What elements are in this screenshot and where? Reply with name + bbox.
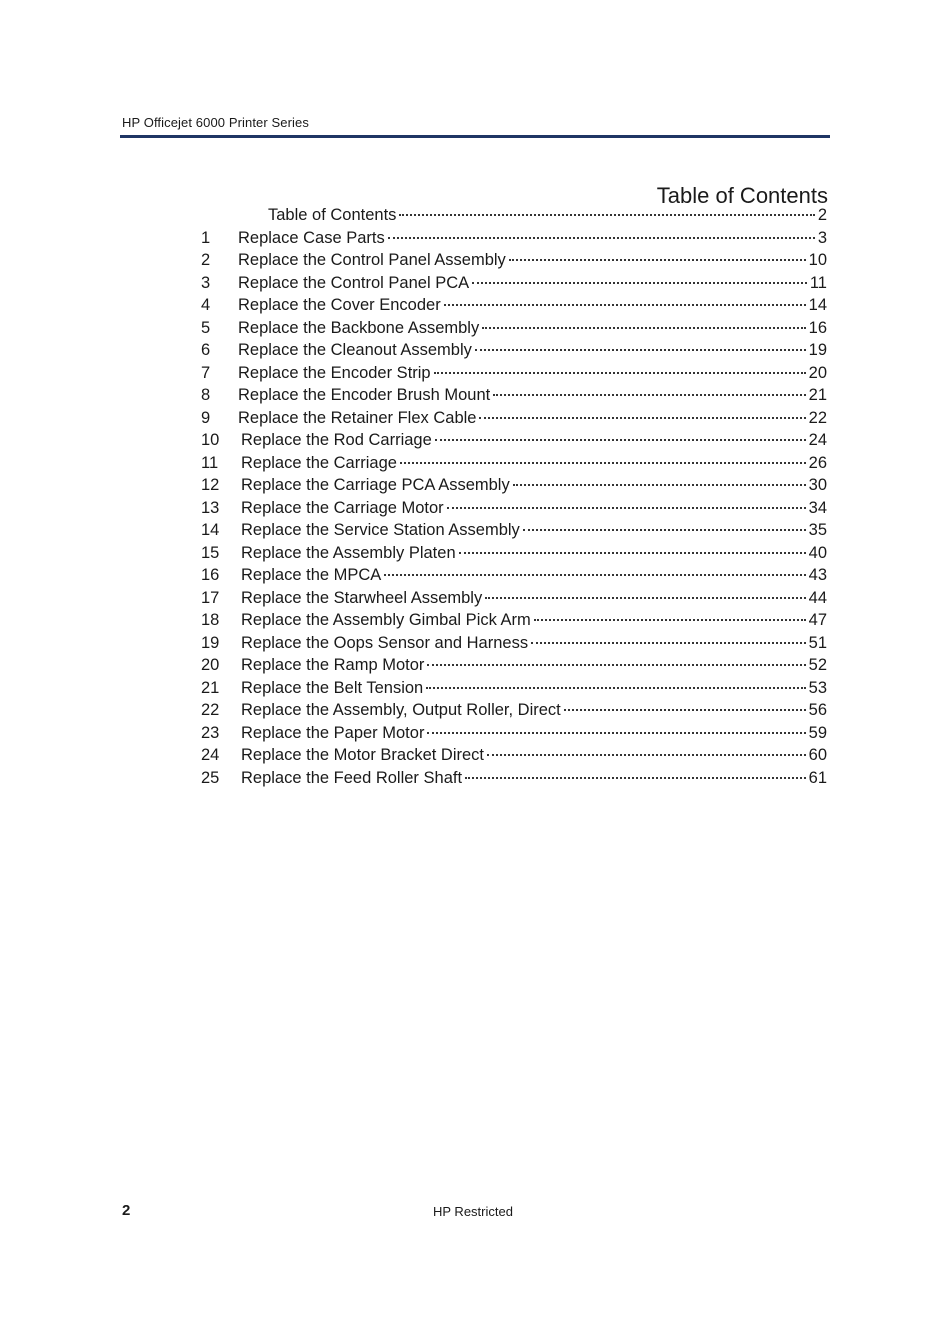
- toc-entry-page: 52: [808, 656, 827, 674]
- toc-entry-number: 23: [201, 723, 220, 742]
- toc-entry-number: 17: [201, 588, 220, 607]
- toc-dot-leader: [399, 213, 814, 216]
- toc-entry-page: 21: [808, 386, 827, 404]
- toc-entry-number: 8: [201, 386, 211, 404]
- toc-entry-page: 60: [808, 746, 827, 764]
- toc-entry[interactable]: [201, 429, 827, 452]
- toc-entry[interactable]: [201, 452, 827, 475]
- toc-dot-leader: [475, 348, 806, 351]
- toc-entry[interactable]: [201, 249, 827, 272]
- toc-entry[interactable]: [201, 609, 827, 632]
- toc-dot-leader: [534, 618, 806, 621]
- toc-entry-page: 61: [808, 768, 827, 787]
- toc-entry-page: 44: [808, 588, 827, 607]
- toc-entry-label: Replace Case Parts: [238, 228, 385, 247]
- toc-entry-label: Replace the Paper Motor: [241, 723, 425, 742]
- toc-entry[interactable]: [201, 294, 827, 317]
- toc-entry-number: 2: [201, 251, 211, 269]
- toc-entry-number: 4: [201, 296, 211, 314]
- toc-dot-leader: [487, 753, 806, 756]
- toc-dot-leader: [434, 371, 806, 374]
- toc-entry-label: Replace the Control Panel PCA: [238, 273, 470, 292]
- toc-entry-number: 10: [201, 431, 220, 449]
- toc-entry-page: 34: [808, 498, 827, 517]
- toc-entry-number: 22: [201, 701, 220, 719]
- toc-dot-leader: [493, 393, 805, 396]
- toc-dot-leader: [459, 551, 806, 554]
- toc-entry-page: 16: [808, 318, 827, 337]
- toc-entry[interactable]: [201, 474, 827, 497]
- toc-entry-label: Replace the Motor Bracket Direct: [241, 746, 485, 764]
- toc-dot-leader: [384, 573, 805, 576]
- toc-entry-number: 25: [201, 768, 220, 787]
- toc-entry-page: 59: [808, 723, 827, 742]
- running-header: HP Officejet 6000 Printer Series: [122, 115, 309, 130]
- toc-entry-number: 3: [201, 273, 211, 292]
- toc-entry-label: Replace the Backbone Assembly: [238, 318, 480, 337]
- header-rule: [120, 135, 830, 138]
- toc-dot-leader: [400, 461, 806, 464]
- toc-entry-label: Table of Contents: [268, 206, 397, 224]
- toc-entry-number: 9: [201, 408, 211, 427]
- toc-dot-leader: [427, 663, 805, 666]
- toc-entry-label: Replace the Assembly, Output Roller, Direct: [241, 701, 561, 719]
- toc-dot-leader: [444, 303, 806, 306]
- toc-entry-number: 1: [201, 228, 211, 247]
- toc-entry-label: Replace the Feed Roller Shaft: [241, 768, 463, 787]
- toc-entry-label: Replace the Belt Tension: [241, 678, 424, 697]
- toc-entry-label: Replace the MPCA: [241, 566, 382, 584]
- toc-entry[interactable]: [201, 519, 827, 542]
- toc-entry-page: 40: [808, 543, 827, 562]
- toc-dot-leader: [513, 483, 806, 486]
- toc-entry-page: 14: [808, 296, 827, 314]
- toc-entry-label: Replace the Encoder Brush Mount: [238, 386, 491, 404]
- toc-dot-leader: [479, 416, 805, 419]
- toc-entry-page: 2: [817, 206, 827, 224]
- toc-dot-leader: [447, 506, 806, 509]
- toc-entry-number: 16: [201, 566, 220, 584]
- toc-entry[interactable]: [201, 204, 827, 227]
- toc-entry[interactable]: [201, 744, 827, 767]
- toc-entry-label: Replace the Carriage PCA Assembly: [241, 476, 510, 494]
- toc-entry-label: Replace the Control Panel Assembly: [238, 251, 506, 269]
- toc-entry-label: Replace the Service Station Assembly: [241, 521, 520, 539]
- toc-entry-number: 13: [201, 498, 220, 517]
- toc-dot-leader: [509, 258, 806, 261]
- toc-list: [201, 204, 827, 789]
- toc-dot-leader: [531, 641, 806, 644]
- toc-entry-number: 14: [201, 521, 220, 539]
- toc-entry-page: 26: [808, 453, 827, 472]
- toc-entry-page: 43: [808, 566, 827, 584]
- toc-entry[interactable]: [201, 384, 827, 407]
- toc-dot-leader: [485, 596, 805, 599]
- toc-entry-number: 12: [201, 476, 220, 494]
- toc-entry-label: Replace the Assembly Gimbal Pick Arm: [241, 611, 531, 629]
- toc-entry-number: 5: [201, 318, 211, 337]
- toc-entry-number: 19: [201, 633, 220, 652]
- toc-entry[interactable]: [201, 542, 827, 565]
- toc-entry[interactable]: [201, 497, 827, 520]
- toc-entry-page: 20: [808, 363, 827, 382]
- toc-entry-page: 51: [808, 633, 827, 652]
- toc-entry[interactable]: [201, 227, 827, 250]
- toc-entry-label: Replace the Assembly Platen: [241, 543, 456, 562]
- toc-entry-page: 10: [808, 251, 827, 269]
- toc-entry-number: 15: [201, 543, 220, 562]
- page-title: Table of Contents: [656, 182, 828, 208]
- toc-dot-leader: [564, 708, 806, 711]
- toc-dot-leader: [465, 776, 806, 779]
- toc-entry[interactable]: [201, 632, 827, 655]
- toc-entry-page: 30: [808, 476, 827, 494]
- toc-entry-label: Replace the Carriage Motor: [241, 498, 444, 517]
- toc-entry-label: Replace the Cover Encoder: [238, 296, 441, 314]
- toc-entry-page: 22: [808, 408, 827, 427]
- toc-dot-leader: [427, 731, 805, 734]
- toc-entry-number: 24: [201, 746, 220, 764]
- footer-text: HP Restricted: [433, 1204, 513, 1219]
- toc-dot-leader: [426, 686, 805, 689]
- toc-dot-leader: [388, 236, 815, 239]
- toc-entry-page: 11: [809, 273, 827, 292]
- toc-entry[interactable]: [201, 722, 827, 745]
- toc-entry-page: 56: [808, 701, 827, 719]
- toc-entry-label: Replace the Retainer Flex Cable: [238, 408, 477, 427]
- toc-entry-label: Replace the Ramp Motor: [241, 656, 425, 674]
- toc-entry-number: 11: [201, 453, 219, 472]
- toc-entry[interactable]: [201, 677, 827, 700]
- toc-entry[interactable]: [201, 699, 827, 722]
- toc-entry-page: 53: [808, 678, 827, 697]
- toc-entry-number: 20: [201, 656, 220, 674]
- toc-entry-number: 7: [201, 363, 211, 382]
- toc-entry[interactable]: [201, 272, 827, 295]
- toc-dot-leader: [523, 528, 806, 531]
- toc-entry-page: 24: [808, 431, 827, 449]
- toc-entry-label: Replace the Rod Carriage: [241, 431, 432, 449]
- toc-entry-page: 19: [808, 341, 827, 359]
- toc-entry[interactable]: [201, 654, 827, 677]
- toc-entry-label: Replace the Encoder Strip: [238, 363, 431, 382]
- toc-entry-number: 18: [201, 611, 220, 629]
- toc-entry[interactable]: [201, 317, 827, 340]
- toc-entry[interactable]: [201, 564, 827, 587]
- toc-entry-number: 21: [201, 678, 220, 697]
- toc-entry-label: Replace the Cleanout Assembly: [238, 341, 472, 359]
- toc-entry[interactable]: [201, 407, 827, 430]
- footer-page-number: 2: [122, 1202, 131, 1219]
- toc-entry[interactable]: [201, 587, 827, 610]
- toc-entry-page: 47: [808, 611, 827, 629]
- toc-dot-leader: [472, 281, 807, 284]
- toc-entry-label: Replace the Carriage: [241, 453, 397, 472]
- toc-entry-page: 3: [817, 228, 827, 247]
- toc-entry-label: Replace the Starwheel Assembly: [241, 588, 483, 607]
- toc-dot-leader: [482, 326, 805, 329]
- toc-entry-page: 35: [808, 521, 827, 539]
- toc-entry[interactable]: [201, 339, 827, 362]
- toc-entry-label: Replace the Oops Sensor and Harness: [241, 633, 529, 652]
- toc-entry-number: 6: [201, 341, 211, 359]
- toc-dot-leader: [435, 438, 806, 441]
- toc-entry[interactable]: [201, 362, 827, 385]
- toc-entry[interactable]: [201, 767, 827, 790]
